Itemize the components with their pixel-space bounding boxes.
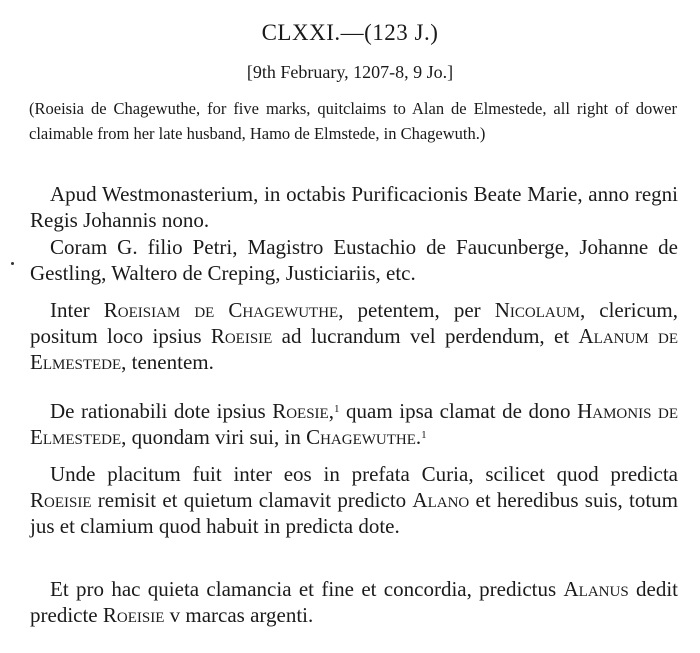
- paragraph-justices: Coram G. filio Petri, Magistro Eustachio de Faucunberge, Johanne de Gestling, Waltero de Creping, Justiciariis, etc.: [30, 235, 678, 285]
- footnote-marker: 1: [333, 403, 340, 415]
- paragraph-dower: De rationabili dote ipsius Roesie,$^1$ quam ipsa clamat de dono Hamonis de Elmestede, quondam viri sui, in Chagewuthe.$^1$: [30, 399, 678, 449]
- text: Et pro hac quieta clamancia et fine et concordia, predictus: [50, 577, 564, 601]
- party-name: Roeisie: [30, 488, 92, 512]
- text: , petentem, per: [338, 298, 495, 322]
- text: Inter: [50, 298, 104, 322]
- party-name: Alanus: [563, 577, 629, 601]
- paragraph-quitclaim: [30, 461, 678, 539]
- text: ad lucrandum vel perdendum, et: [272, 324, 579, 348]
- party-name: Roesie: [272, 399, 329, 423]
- paragraph-parties: [30, 297, 678, 375]
- text: , clericum, positum loco ipsius: [30, 298, 678, 348]
- text: Unde placitum fuit inter eos in prefata Curia, scilicet quod predicta: [50, 462, 678, 486]
- party-name: Alanum de Elmestede: [30, 324, 678, 374]
- paragraph-payment: [30, 576, 678, 628]
- text: De rationabili dote ipsius: [50, 399, 273, 423]
- text: .: [415, 425, 422, 449]
- party-name: Roeisie: [210, 324, 273, 348]
- margin-mark: [11, 262, 14, 265]
- footnote-marker: 1: [421, 429, 427, 441]
- text: et heredibus suis, totum jus et clamium quod habuit in predicta dote.: [30, 488, 678, 538]
- party-name: Nicolaum: [494, 298, 580, 322]
- party-name: Roeisiam de Chagewuthe: [103, 298, 339, 322]
- charter-heading: CLXXI.—(123 J.): [261, 20, 439, 45]
- text: quam ipsa clamat de dono: [339, 399, 578, 423]
- english-summary: (Roeisia de Chagewuthe, for five marks, quitclaims to Alan de Elmestede, all right of dower claimable from her late husband, Hamo de Elmstede, in Chagewuth.): [29, 99, 677, 143]
- paragraph-place-date: Apud Westmonasterium, in octabis Purificacionis Beate Marie, anno regni Regis Johannis nono.: [30, 182, 678, 232]
- text: , quondam viri sui, in: [121, 425, 307, 449]
- place-name: Chagewuthe: [306, 425, 416, 449]
- charter-date: [9th February, 1207-8, 9 Jo.]: [246, 62, 454, 82]
- text: v marcas argenti.: [164, 603, 314, 627]
- party-name: Alano: [412, 488, 470, 512]
- text: dedit predicte: [30, 577, 678, 627]
- text: , tenentem.: [121, 350, 214, 374]
- party-name: Hamonis de Elmestede: [30, 399, 678, 449]
- text: remisit et quietum clamavit predicto: [91, 488, 413, 512]
- party-name: Roeisie: [102, 603, 165, 627]
